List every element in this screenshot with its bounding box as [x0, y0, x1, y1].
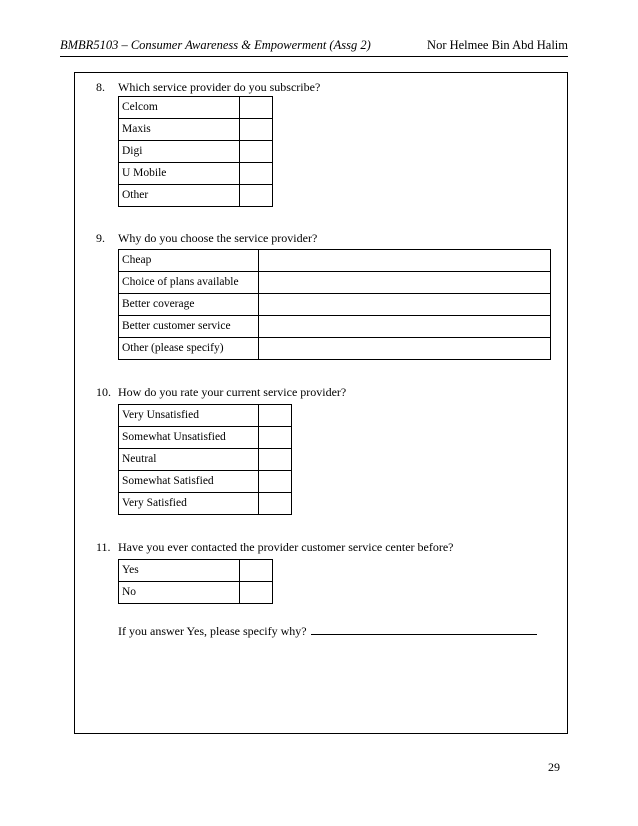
question-number: 11. — [96, 540, 111, 554]
question-text: Which service provider do you subscribe? — [118, 80, 321, 94]
followup-answer-line[interactable] — [311, 623, 537, 635]
option-label: Somewhat Satisfied — [119, 471, 259, 493]
answer-field[interactable] — [259, 250, 551, 272]
answer-checkbox[interactable] — [240, 141, 273, 163]
answer-checkbox[interactable] — [259, 405, 292, 427]
option-label: Other (please specify) — [119, 338, 259, 360]
answer-checkbox[interactable] — [240, 560, 273, 582]
table-row — [119, 560, 273, 582]
question-text: How do you rate your current service provider? — [118, 385, 347, 399]
option-label: Yes — [119, 560, 240, 582]
option-label: Better customer service — [119, 316, 259, 338]
question-9-options — [118, 249, 551, 360]
question-9 — [96, 231, 317, 246]
question-number: 9. — [96, 231, 105, 245]
option-label: Somewhat Unsatisfied — [119, 427, 259, 449]
option-label: Cheap — [119, 250, 259, 272]
course-title: BMBR5103 – Consumer Awareness & Empowerment (Assg 2) — [60, 38, 371, 52]
table-row — [119, 294, 551, 316]
option-label: Neutral — [119, 449, 259, 471]
table-row — [119, 250, 551, 272]
question-11-options — [118, 559, 273, 604]
option-label: U Mobile — [119, 163, 240, 185]
answer-checkbox[interactable] — [259, 471, 292, 493]
author-name: Nor Helmee Bin Abd Halim — [427, 38, 568, 52]
option-label: No — [119, 582, 240, 604]
table-row — [119, 582, 273, 604]
table-row — [119, 141, 273, 163]
question-number: 10. — [96, 385, 111, 399]
answer-checkbox[interactable] — [240, 582, 273, 604]
answer-checkbox[interactable] — [259, 449, 292, 471]
option-label: Maxis — [119, 119, 240, 141]
page-number: 29 — [548, 760, 560, 774]
table-row — [119, 97, 273, 119]
answer-checkbox[interactable] — [259, 427, 292, 449]
question-number: 8. — [96, 80, 105, 94]
question-text: Why do you choose the service provider? — [118, 231, 318, 245]
table-row — [119, 185, 273, 207]
question-10 — [96, 385, 346, 400]
table-row — [119, 493, 292, 515]
option-label: Other — [119, 185, 240, 207]
page-header — [60, 38, 568, 56]
header-rule — [60, 56, 568, 57]
table-row — [119, 316, 551, 338]
table-row — [119, 405, 292, 427]
answer-checkbox[interactable] — [240, 119, 273, 141]
table-row — [119, 427, 292, 449]
option-label: Digi — [119, 141, 240, 163]
answer-checkbox[interactable] — [240, 185, 273, 207]
answer-field[interactable] — [259, 316, 551, 338]
answer-checkbox[interactable] — [240, 97, 273, 119]
option-label: Better coverage — [119, 294, 259, 316]
question-text: Have you ever contacted the provider customer service center before? — [118, 540, 454, 554]
question-11 — [96, 540, 454, 555]
question-10-options — [118, 404, 292, 515]
option-label: Very Satisfied — [119, 493, 259, 515]
answer-field[interactable] — [259, 338, 551, 360]
question-8 — [96, 80, 320, 95]
followup-text: If you answer Yes, please specify why? — [118, 624, 307, 638]
question-8-options — [118, 96, 273, 207]
option-label: Very Unsatisfied — [119, 405, 259, 427]
table-row — [119, 119, 273, 141]
table-row — [119, 471, 292, 493]
table-row — [119, 449, 292, 471]
answer-checkbox[interactable] — [259, 493, 292, 515]
answer-field[interactable] — [259, 272, 551, 294]
table-row — [119, 338, 551, 360]
option-label: Celcom — [119, 97, 240, 119]
answer-checkbox[interactable] — [240, 163, 273, 185]
option-label: Choice of plans available — [119, 272, 259, 294]
table-row — [119, 163, 273, 185]
table-row — [119, 272, 551, 294]
answer-field[interactable] — [259, 294, 551, 316]
followup-question — [118, 623, 537, 639]
